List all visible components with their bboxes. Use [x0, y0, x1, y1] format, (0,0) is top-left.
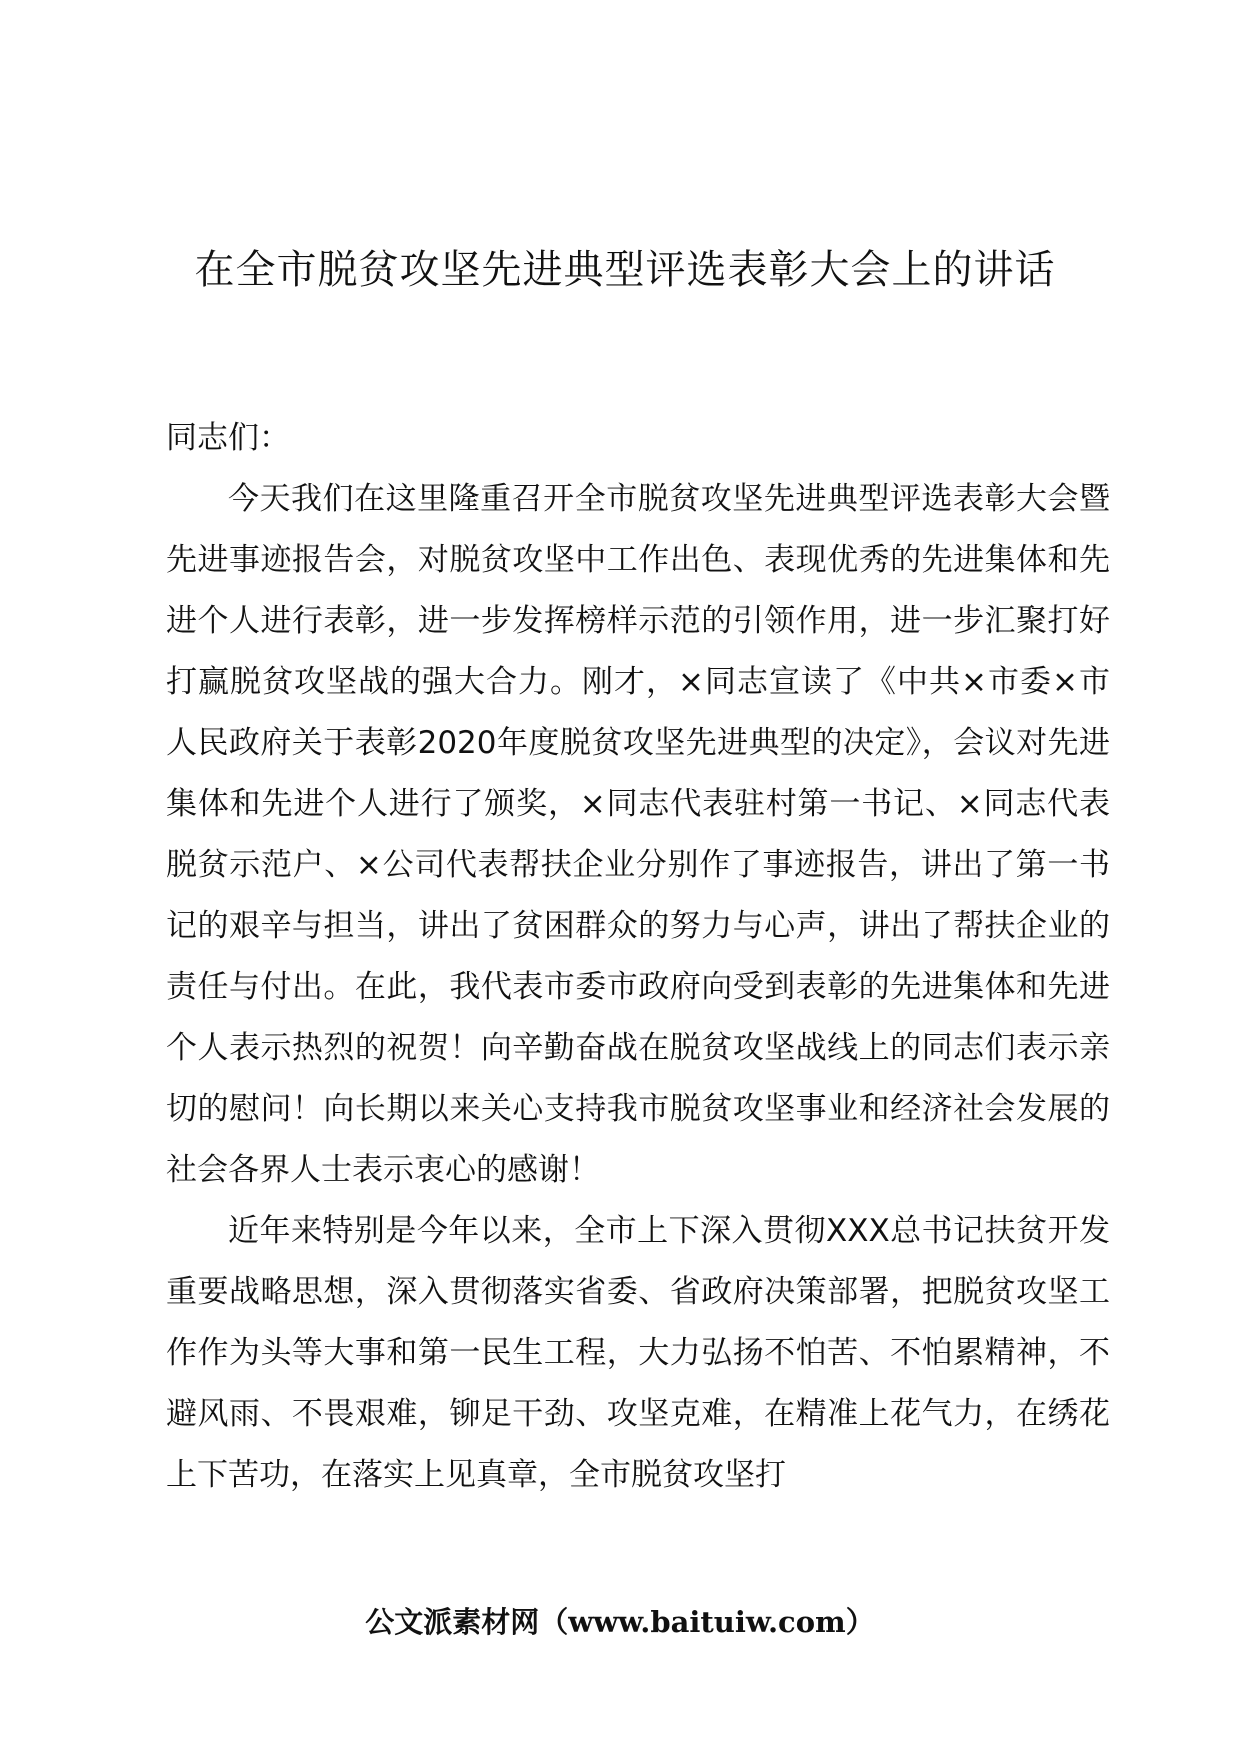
paragraph-2: 近年来特别是今年以来，全市上下深入贯彻XXX总书记扶贫开发重要战略思想，深入贯彻落实省委、省政府决策部署，把脱贫攻坚工作作为头等大事和第一民生工程，大力弘扬不怕苦、不怕累精神，不避风雨、不畏艰难，铆足干劲、攻坚克难，在精准上花气力，在绣花上下苦功，在落实上见真章，全市脱贫攻坚打: [166, 1213, 1110, 1493]
salutation: 同志们：: [166, 420, 290, 456]
paragraph-1: 今天我们在这里隆重召开全市脱贫攻坚先进典型评选表彰大会暨先进事迹报告会，对脱贫攻坚中工作出色、表现优秀的先进集体和先进个人进行表彰，进一步发挥榜样示范的引领作用，进一步汇聚打好打赢脱贫攻坚战的强大合力。刚才，×同志宣读了《中共×市委×市人民政府关于表彰2020年度脱贫攻坚先进典型的决定》，会议对先进集体和先进个人进行了颁奖，×同志代表驻村第一书记、×同志代表脱贫示范户、×公司代表帮扶企业分别作了事迹报告，讲出了第一书记的艰辛与担当，讲出了贫困群众的努力与心声，讲出了帮扶企业的责任与付出。在此，我代表市委市政府向受到表彰的先进集体和先进个人表示热烈的祝贺！向辛勤奋战在脱贫攻坚战线上的同志们表示亲切的慰问！向长期以来关心支持我市脱贫攻坚事业和经济社会发展的社会各界人士表示衷心的感谢！: [166, 481, 1110, 1188]
footer-watermark: 公文派素材网（www.baituiw.com）: [365, 1605, 875, 1639]
document-body: [166, 408, 1110, 1506]
document-title: 在全市脱贫攻坚先进典型评选表彰大会上的讲话: [194, 247, 1056, 293]
